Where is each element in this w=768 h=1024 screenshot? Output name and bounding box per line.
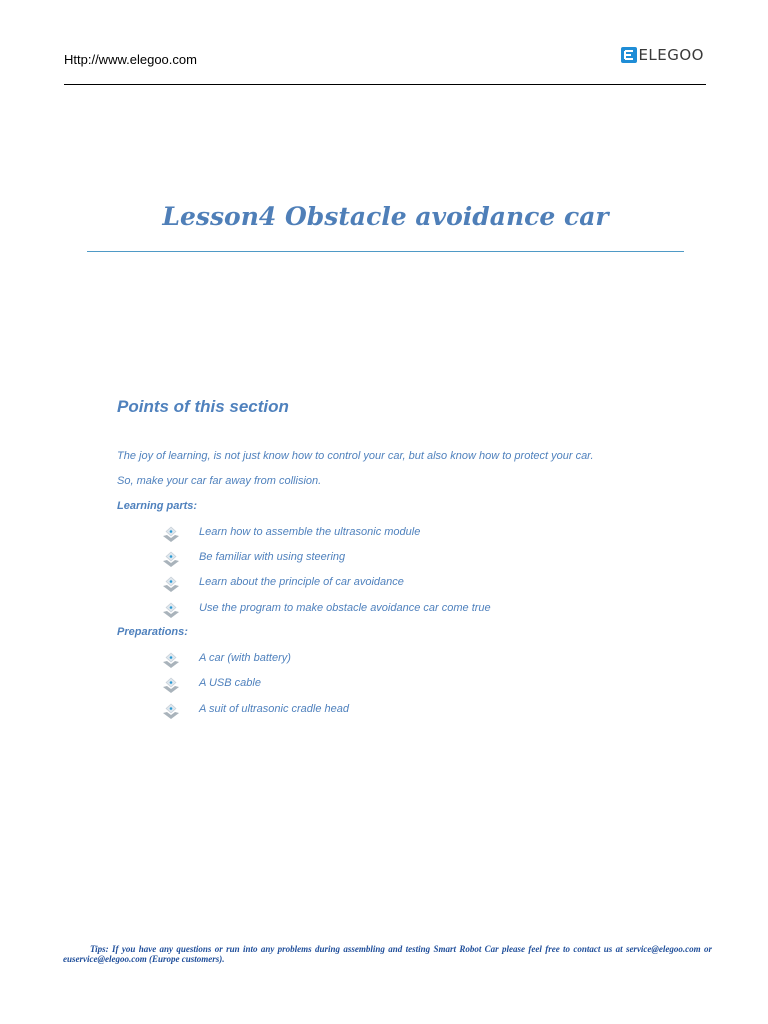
learning-item-text: Use the program to make obstacle avoidance car come true — [199, 602, 491, 614]
preparation-item-text: A suit of ultrasonic cradle head — [199, 703, 350, 715]
elegoo-logo — [621, 46, 704, 64]
learning-item-text: Learn how to assemble the ultrasonic module — [199, 526, 421, 538]
list-item — [161, 650, 291, 670]
section-heading: Points of this section — [117, 397, 289, 416]
preparations-label: Preparations: — [117, 626, 188, 638]
preparation-item-text: A USB cable — [199, 677, 261, 689]
elegoo-logo-icon — [621, 47, 637, 63]
diamond-bullet-icon — [161, 600, 181, 620]
footer-tips: Tips: If you have any questions or run into any problems during assembling and testing Smart Robot Car please feel free to contact us at service@elegoo.com or euservice@elegoo.com (Europe customers). — [63, 944, 712, 964]
list-item — [161, 549, 346, 569]
diamond-bullet-icon — [161, 524, 181, 544]
list-item — [161, 600, 491, 620]
intro-paragraph-2: So, make your car far away from collision. — [117, 475, 322, 487]
lesson-title: Lesson4 Obstacle avoidance car — [162, 202, 609, 231]
learning-item-text: Learn about the principle of car avoidance — [199, 576, 404, 588]
list-item — [161, 524, 421, 544]
intro-paragraph-1: The joy of learning, is not just know how to control your car, but also know how to protect your car. — [117, 450, 594, 462]
diamond-bullet-icon — [161, 549, 181, 569]
list-item — [161, 675, 261, 695]
title-divider — [87, 251, 684, 252]
diamond-bullet-icon — [161, 675, 181, 695]
list-item — [161, 701, 350, 721]
diamond-bullet-icon — [161, 574, 181, 594]
diamond-bullet-icon — [161, 701, 181, 721]
page-header — [64, 0, 706, 85]
logo-text: ELEGOO — [638, 46, 704, 64]
diamond-bullet-icon — [161, 650, 181, 670]
header-url[interactable]: Http://www.elegoo.com — [64, 52, 197, 67]
learning-item-text: Be familiar with using steering — [199, 551, 346, 563]
learning-parts-label: Learning parts: — [117, 500, 198, 512]
list-item — [161, 574, 404, 594]
preparation-item-text: A car (with battery) — [199, 652, 291, 664]
